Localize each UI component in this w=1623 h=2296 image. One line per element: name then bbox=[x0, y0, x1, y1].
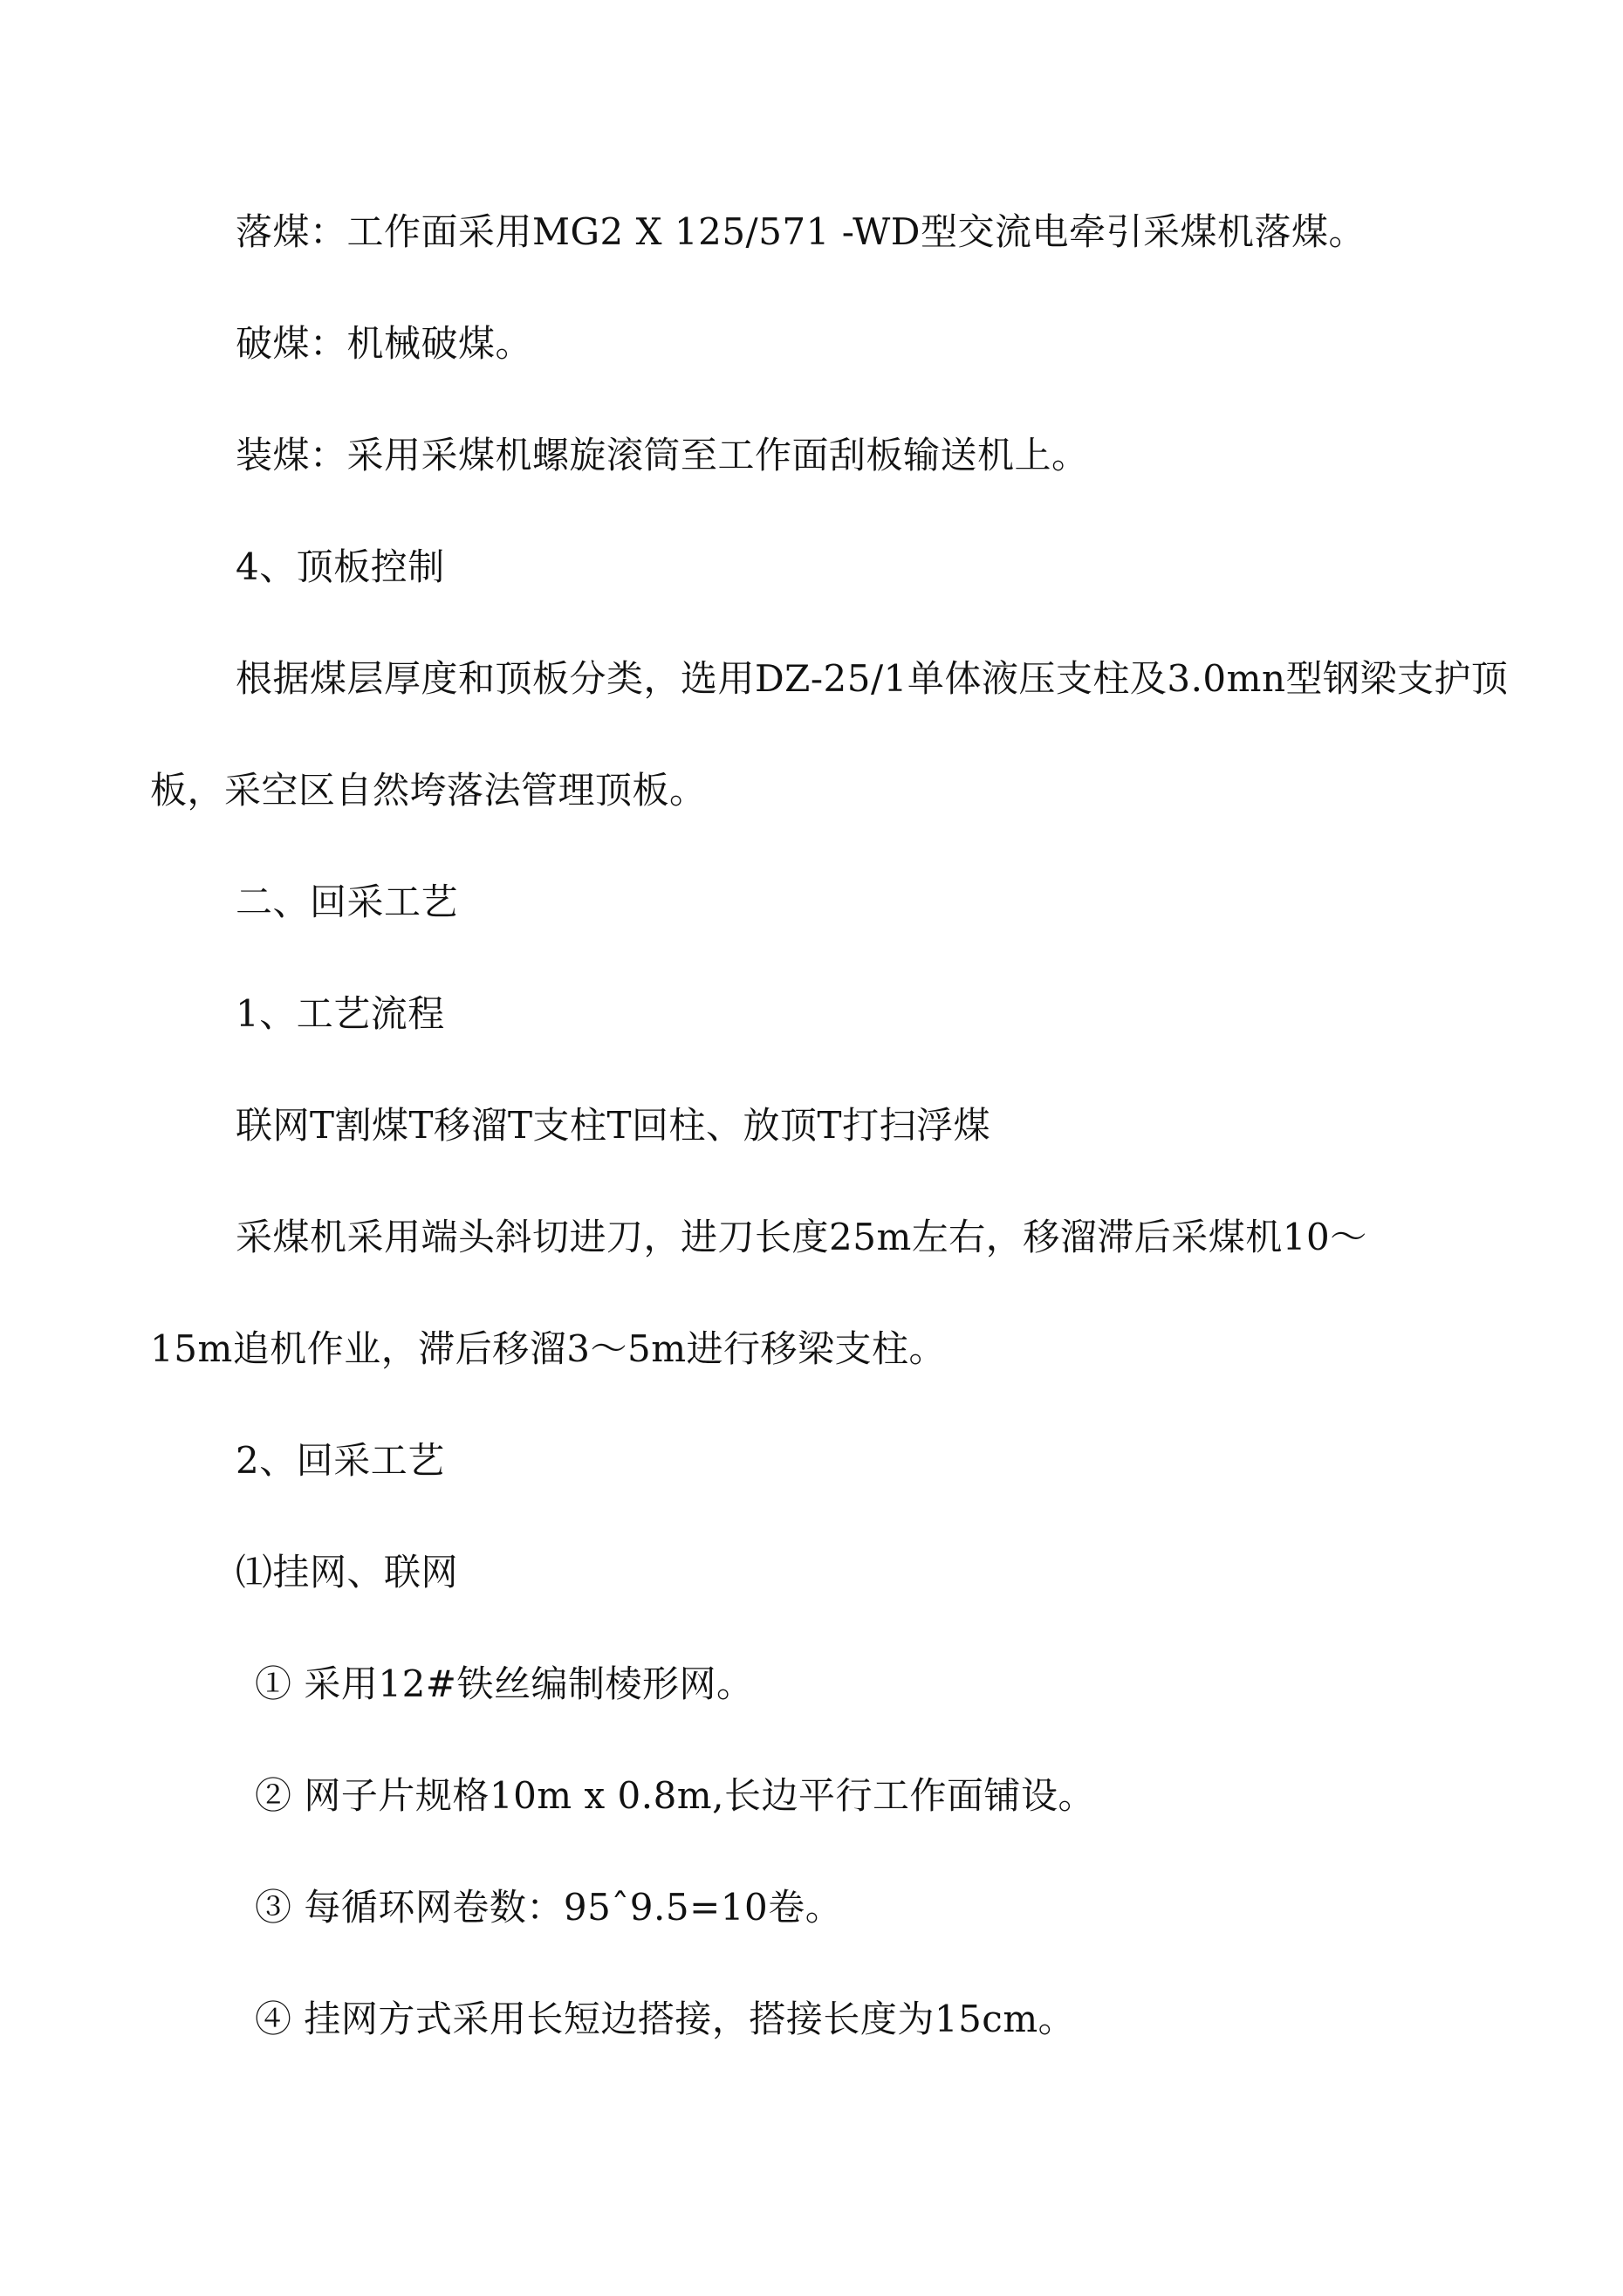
paragraph-shearer-feed-continued: 15m追机作业，滞后移溜3〜5m进行移梁支柱。 bbox=[150, 1327, 947, 1370]
list-item-net-rolls: ③ 每循环网卷数：95ˆ9.5=10卷。 bbox=[255, 1886, 843, 1929]
paragraph-process-sequence: 联网T割煤T移溜T支柱T回柱、放顶T打扫浮煤 bbox=[236, 1104, 991, 1147]
heading-mining-procedure: 2、回采工艺 bbox=[236, 1439, 445, 1482]
paragraph-roof-support-continued: 板，采空区自然垮落法管理顶板。 bbox=[150, 769, 707, 812]
list-item-net-size: ② 网子片规格10m x 0.8m,长边平行工作面铺设。 bbox=[255, 1774, 1095, 1817]
paragraph-coal-cutting: 落煤：工作面采用MG2 X 125/571 -WD型交流电牵引采煤机落煤。 bbox=[236, 210, 1366, 253]
list-item-wire-net: ① 采用12#铁丝编制棱形网。 bbox=[255, 1662, 754, 1705]
heading-roof-control: 4、顶板控制 bbox=[236, 545, 445, 588]
list-item-net-overlap: ④ 挂网方式采用长短边搭接，搭接长度为15cm。 bbox=[255, 1998, 1076, 2040]
heading-mining-process: 二、回采工艺 bbox=[236, 881, 459, 923]
heading-process-flow: 1、工艺流程 bbox=[236, 992, 445, 1035]
heading-net-hanging: ⑴挂网、联网 bbox=[236, 1551, 459, 1593]
paragraph-shearer-feed: 采煤机采用端头斜切进刀，进刀长度25m左右，移溜滞后采煤机10〜 bbox=[236, 1216, 1367, 1258]
paragraph-roof-support: 根据煤层厚度和顶板分类，选用DZ-25/1单体液压支柱及3.0mn型钢梁支护顶 bbox=[236, 657, 1509, 700]
paragraph-coal-loading: 装煤：采用采煤机螺旋滚筒至工作面刮板输送机上。 bbox=[236, 434, 1089, 476]
paragraph-coal-breaking: 破煤：机械破煤。 bbox=[236, 322, 533, 365]
